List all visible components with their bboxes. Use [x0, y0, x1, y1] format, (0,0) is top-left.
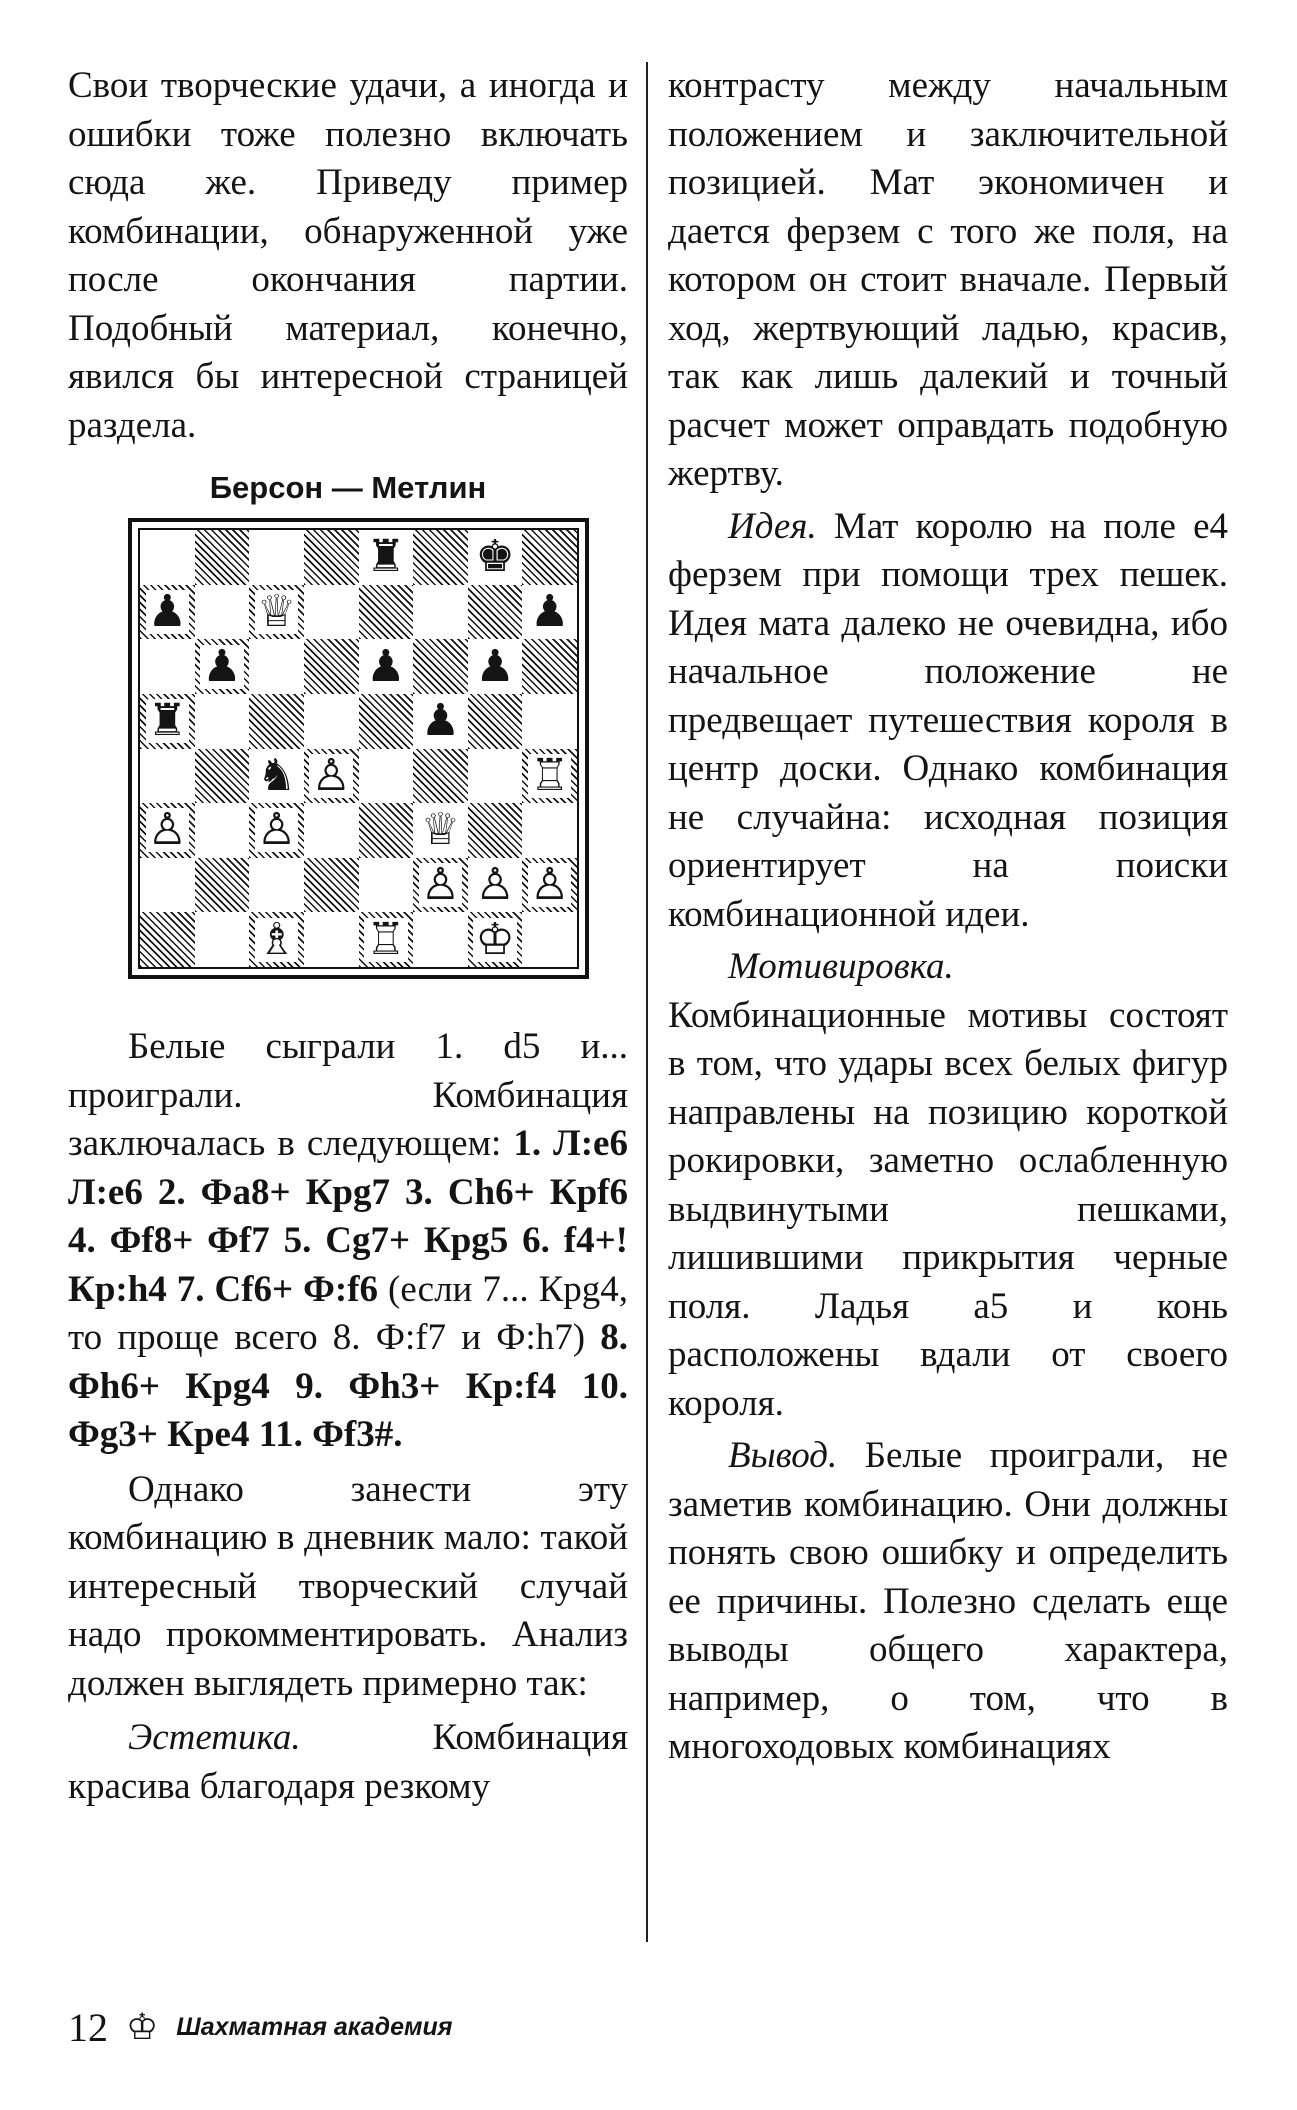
square-e2 — [359, 858, 414, 913]
chess-piece: ♖ — [366, 913, 406, 965]
square-h7 — [522, 585, 577, 640]
square-e3 — [359, 803, 414, 858]
square-d6 — [304, 639, 359, 694]
square-d1 — [304, 912, 359, 967]
square-a8 — [140, 530, 195, 585]
square-f1 — [413, 912, 468, 967]
chess-piece: ♟ — [366, 640, 406, 692]
keyword: Идея. — [728, 505, 817, 547]
square-a1 — [140, 912, 195, 967]
square-d4 — [304, 749, 359, 804]
chess-piece: ♕ — [256, 585, 297, 637]
left-column — [68, 62, 628, 1811]
square-b4 — [195, 749, 250, 804]
chess-piece: ♔ — [475, 913, 515, 965]
page-footer — [68, 2004, 453, 2051]
square-d7 — [304, 585, 359, 640]
column-divider — [646, 62, 648, 1942]
square-h8 — [522, 530, 577, 585]
moves-intro: Белые сыграли 1. d5 и... проиграли. Комбинация заключалась в следующем: — [68, 1026, 628, 1164]
square-g3 — [468, 803, 523, 858]
square-b7 — [195, 585, 250, 640]
square-c5 — [249, 694, 304, 749]
square-a6 — [140, 639, 195, 694]
square-e4 — [359, 749, 414, 804]
square-e1 — [359, 912, 414, 967]
square-g2 — [468, 858, 523, 913]
chess-piece: ♙ — [529, 859, 570, 911]
chess-piece: ♞ — [256, 749, 297, 801]
paragraph-text: Комбинационные мотивы состоят в том, что удары всех белых фигур направлены на позицию короткой рокировки, заметно ослабленную выдвинутыми пешками, лишившими прикрытия черные поля. Ладья а5 и конь расположены вдали от своего короля. — [668, 994, 1228, 1424]
moves-final: 8. Фh6+ Крg4 9. Фh3+ Кр:f4 10. Фg3+ Кре4 11. Фf3#. — [68, 1317, 628, 1455]
square-f6 — [413, 639, 468, 694]
chess-piece: ♜ — [147, 695, 188, 747]
square-h2 — [522, 858, 577, 913]
square-e7 — [359, 585, 414, 640]
square-b2 — [195, 858, 250, 913]
square-a4 — [140, 749, 195, 804]
paragraph-moves — [68, 1023, 628, 1460]
square-a2 — [140, 858, 195, 913]
square-h5 — [522, 694, 577, 749]
square-b6 — [195, 639, 250, 694]
paragraph: контрасту между начальным положением и заключительной позицией. Мат экономичен и дается ферзем с того же поля, на котором он стоит вначале. Первый ход, жертвующий ладью, красив, так как лишь далекий и точный расчет может оправдать подобную жертву. — [668, 65, 1228, 494]
chess-piece: ♜ — [366, 531, 406, 583]
chess-piece: ♙ — [256, 804, 297, 856]
chess-piece: ♟ — [147, 585, 188, 637]
square-f8 — [413, 530, 468, 585]
square-h1 — [522, 912, 577, 967]
chess-piece: ♙ — [147, 804, 188, 856]
chess-piece: ♚ — [475, 531, 515, 583]
square-c8 — [249, 530, 304, 585]
crown-icon: ♔ — [126, 2007, 159, 2048]
square-g4 — [468, 749, 523, 804]
paragraph-motivation — [668, 943, 1228, 1428]
chess-piece: ♙ — [420, 859, 461, 911]
square-f5 — [413, 694, 468, 749]
chess-piece: ♟ — [475, 640, 515, 692]
square-a5 — [140, 694, 195, 749]
paragraph-idea — [668, 503, 1228, 940]
chess-piece: ♟ — [420, 695, 461, 747]
paragraph-aesthetics — [68, 1714, 628, 1811]
paragraph-text: Комбинация красива благодаря резкому — [68, 1717, 628, 1807]
chess-piece: ♙ — [311, 749, 351, 801]
square-a3 — [140, 803, 195, 858]
chess-piece: ♖ — [529, 749, 570, 801]
square-c7 — [249, 585, 304, 640]
keyword: Мотивировка. — [728, 946, 954, 987]
square-h3 — [522, 803, 577, 858]
square-e8 — [359, 530, 414, 585]
chess-piece: ♟ — [202, 640, 242, 692]
game-title: Берсон — Метлин — [209, 470, 487, 505]
moves-note: (если 7... Крg4, то проще всего 8. Ф:f7 и Ф:h7) — [68, 1268, 628, 1358]
square-e5 — [359, 694, 414, 749]
chess-piece: ♕ — [420, 804, 461, 856]
chess-piece: ♟ — [529, 585, 570, 637]
keyword: Эстетика. — [128, 1717, 301, 1758]
square-f2 — [413, 858, 468, 913]
square-g1 — [468, 912, 523, 967]
square-g6 — [468, 639, 523, 694]
square-b5 — [195, 694, 250, 749]
paragraph-text: Белые проиграли, не заметив комбинацию. Они должны понять свою ошибку и определить ее причины. Полезно сделать еще выводы общего характера, например, о том, что в многоходовых комбинациях — [668, 1435, 1228, 1767]
square-d2 — [304, 858, 359, 913]
chess-piece: ♗ — [256, 913, 297, 965]
square-c2 — [249, 858, 304, 913]
square-f4 — [413, 749, 468, 804]
square-e6 — [359, 639, 414, 694]
square-c1 — [249, 912, 304, 967]
keyword: Вывод. — [728, 1435, 838, 1476]
series-title: Шахматная академия — [176, 2013, 453, 2041]
square-d8 — [304, 530, 359, 585]
paragraph-conclusion — [668, 1432, 1228, 1772]
square-d5 — [304, 694, 359, 749]
square-h4 — [522, 749, 577, 804]
square-c6 — [249, 639, 304, 694]
square-b3 — [195, 803, 250, 858]
square-c4 — [249, 749, 304, 804]
square-b8 — [195, 530, 250, 585]
chess-piece: ♙ — [475, 859, 515, 911]
paragraph: Свои творческие удачи, а иногда и ошибки тоже полезно включать сюда же. Приведу пример комбинации, обнаруженной уже после окончания партии. Подобный материал, конечно, явился бы интересной страницей раздела. — [68, 65, 628, 446]
paragraph: Однако занести эту комбинацию в дневник мало: такой интересный творческий случай надо прокомментировать. Анализ должен выглядеть примерно так: — [68, 1468, 628, 1704]
square-f3 — [413, 803, 468, 858]
square-g8 — [468, 530, 523, 585]
square-g7 — [468, 585, 523, 640]
page-number: 12 — [68, 2005, 108, 2050]
square-b1 — [195, 912, 250, 967]
paragraph-text: Мат королю на поле е4 ферзем при помощи трех пешек. Идея мата далеко не очевидна, ибо начальное положение не предвещает путешествия короля в центр доски. Однако комбинация не случайна: исходная позиция ориентирует на поиски комбинационной идеи. — [668, 505, 1228, 935]
square-d3 — [304, 803, 359, 858]
right-column — [668, 62, 1228, 1772]
chess-board — [138, 528, 579, 969]
square-a7 — [140, 585, 195, 640]
square-c3 — [249, 803, 304, 858]
square-h6 — [522, 639, 577, 694]
square-f7 — [413, 585, 468, 640]
moves-main: 1. Л:е6 Л:е6 2. Фа8+ Крg7 3. Сh6+ Крf6 4. Фf8+ Фf7 5. Сg7+ Крg5 6. f4+! Кр:h4 7. Сf6+ Ф:f6 — [68, 1123, 628, 1310]
chess-diagram-frame — [128, 518, 589, 979]
square-g5 — [468, 694, 523, 749]
